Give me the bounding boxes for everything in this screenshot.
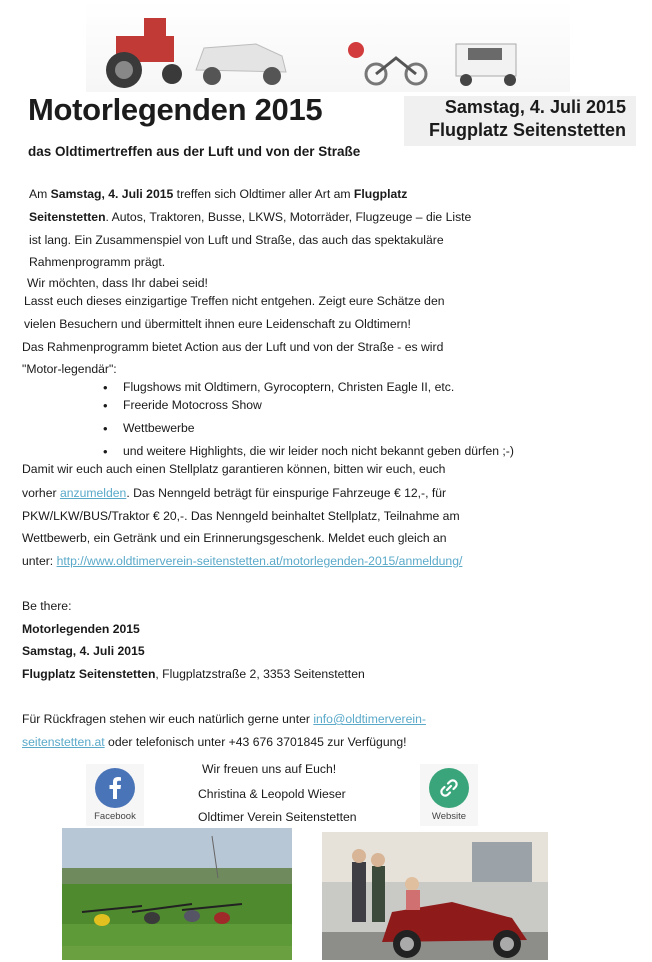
- registration-url-link[interactable]: http://www.oldtimerverein-seitenstetten.at/motorlegenden-2015/anmeldung/: [56, 554, 463, 568]
- text-bold: Samstag, 4. Juli 2015: [50, 187, 174, 201]
- signoff-line-2: Christina & Leopold Wieser: [198, 787, 346, 801]
- list-item: • Flugshows mit Oldtimern, Gyrocoptern, Christen Eagle II, etc.: [103, 380, 514, 395]
- airfield-photo: [62, 828, 292, 960]
- text: unter:: [22, 554, 57, 568]
- event-address: [22, 667, 365, 682]
- program-line: Das Rahmenprogramm bietet Action aus der Luft und von der Straße - es wird: [22, 340, 444, 354]
- text: Am: [29, 187, 51, 201]
- program-list: [103, 380, 514, 459]
- contact-line-2: [22, 735, 407, 750]
- intro-line-4: [29, 255, 165, 270]
- text: Für Rückfragen stehen wir euch natürlich gerne unter: [22, 712, 314, 726]
- text: . Autos, Traktoren, Busse, LKWS, Motorräder, Flugzeuge – die Liste: [105, 210, 472, 224]
- event-date-heading: Samstag, 4. Juli 2015: [444, 97, 626, 117]
- email-link[interactable]: info@oldtimerverein-: [313, 712, 426, 726]
- event-place-heading: Flugplatz Seitenstetten: [428, 120, 626, 140]
- visitors-line: vielen Besuchern und übermittelt ihnen eure Leidenschaft zu Oldtimern!: [24, 317, 411, 331]
- page-title: Motorlegenden 2015: [28, 92, 323, 127]
- registration-line-4: Wettbewerb, ein Getränk und ein Erinnerungsgeschenk. Meldet euch gleich an: [22, 531, 447, 545]
- text-bold: Flugplatz Seitenstetten: [22, 667, 156, 681]
- facebook-button[interactable]: [86, 764, 144, 826]
- link-icon: [429, 768, 469, 808]
- event-date: Samstag, 4. Juli 2015: [22, 644, 145, 658]
- text: Rahmenprogramm prägt.: [29, 255, 166, 269]
- event-date-box: [404, 96, 636, 146]
- list-item: • Wettbewerbe: [103, 421, 514, 436]
- text: , Flugplatzstraße 2, 3353 Seitenstetten: [155, 667, 365, 681]
- registration-line-5: [22, 554, 462, 569]
- facebook-label: Facebook: [94, 811, 136, 822]
- vintage-car-photo: [322, 832, 548, 960]
- signoff-line-1: Wir freuen uns auf Euch!: [202, 762, 337, 776]
- list-item: • und weitere Highlights, die wir leider noch nicht bekannt geben dürfen ;-): [103, 444, 514, 459]
- text: ist lang. Ein Zusammenspiel von Luft und Straße, das auch das spektakuläre: [29, 233, 444, 247]
- registration-line-3: PKW/LKW/BUS/Traktor € 20,-. Das Nenngeld beinhaltet Stellplatz, Teilnahme am: [22, 509, 460, 523]
- registration-line-1: Damit wir euch auch einen Stellplatz garantieren können, bitten wir euch, euch: [22, 462, 446, 476]
- welcome-line: Wir möchten, dass Ihr dabei seid!: [27, 276, 208, 290]
- list-item: • Freeride Motocross Show: [103, 398, 514, 413]
- signoff-line-3: Oldtimer Verein Seitenstetten: [198, 810, 357, 824]
- register-link[interactable]: anzumelden: [59, 486, 127, 500]
- email-link-continued[interactable]: seitenstetten.at: [22, 735, 105, 749]
- page-subtitle: das Oldtimertreffen aus der Luft und von der Straße: [28, 144, 361, 159]
- header-banner-image: [86, 0, 570, 92]
- website-button[interactable]: [420, 764, 478, 826]
- text: treffen sich Oldtimer aller Art am: [173, 187, 354, 201]
- intro-line-2: [29, 210, 471, 225]
- be-there-label: Be there:: [22, 599, 72, 613]
- facebook-icon: [95, 768, 135, 808]
- text: oder telefonisch unter +43 676 3701845 zur Verfügung!: [104, 735, 407, 749]
- text: vorher: [22, 486, 60, 500]
- text-bold: Seitenstetten: [29, 210, 106, 224]
- intro-line-3: [29, 233, 444, 248]
- text: . Das Nenngeld beträgt für einspurige Fahrzeuge € 12,-, für: [126, 486, 447, 500]
- contact-line-1: [22, 712, 426, 727]
- website-label: Website: [431, 811, 467, 822]
- legendar-line: "Motor-legendär":: [22, 362, 117, 376]
- event-name: Motorlegenden 2015: [22, 622, 140, 636]
- intro-line-1: [29, 187, 407, 202]
- miss-line: Lasst euch dieses einzigartige Treffen nicht entgehen. Zeigt eure Schätze den: [24, 294, 445, 308]
- text-bold: Flugplatz: [353, 187, 408, 201]
- registration-line-2: [22, 486, 446, 501]
